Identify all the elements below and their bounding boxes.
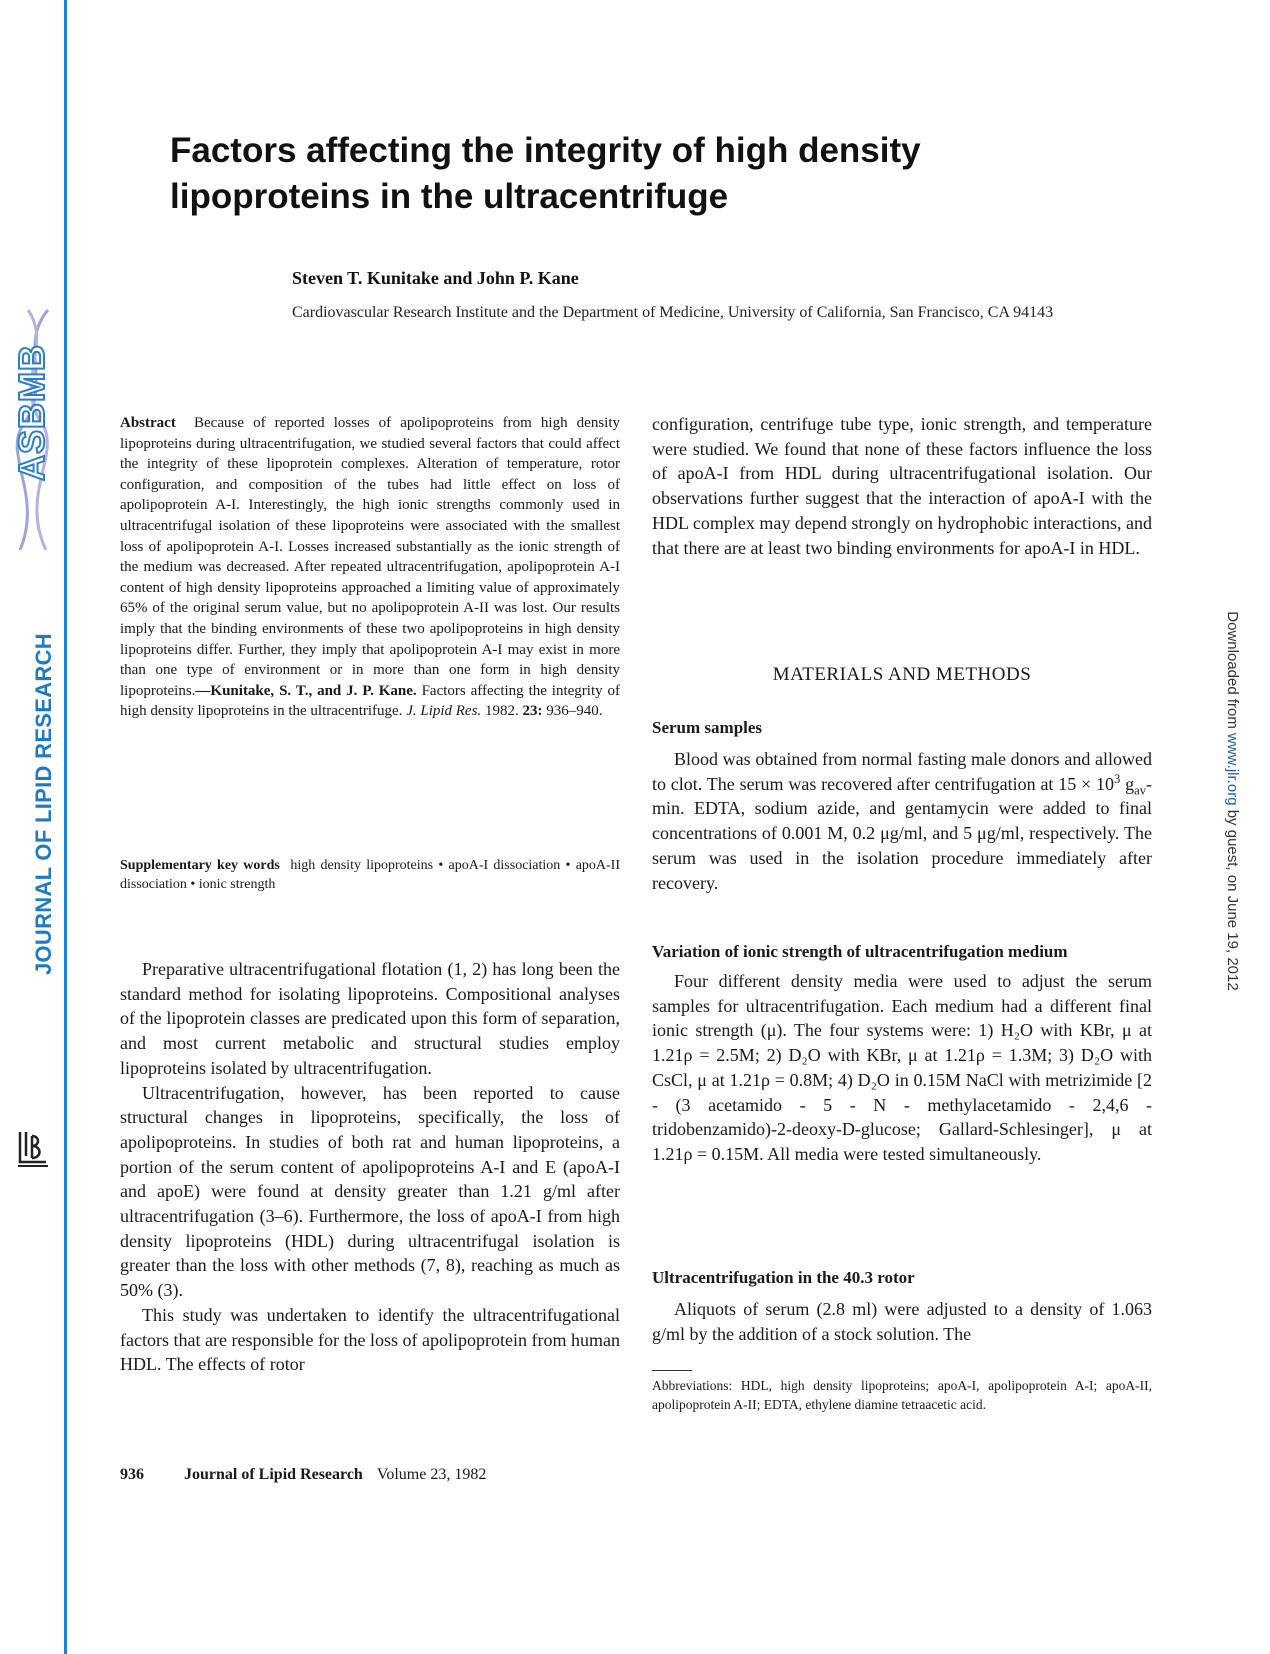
footnote-rule [652, 1370, 692, 1371]
jlr-website-link[interactable]: www.jlr.org [1224, 733, 1241, 806]
download-note: Downloaded from www.jlr.org by guest, on June 19, 2012 [1224, 611, 1241, 991]
abstract: Abstract Because of reported losses of apolipoproteins from high density lipoproteins during ultracentrifugation, we studied several factors that could affect the integrity of these lipoprotein complexes. Alteration of temperature, rotor configuration, and composition of the tubes had little effect on loss of apolipoprotein A-I. Interestingly, the high ionic strengths commonly used in ultracentrifugal isolation of these lipoproteins were associated with the smallest loss of apolipoprotein A-I. Losses increased substantially as the ionic strength of the medium was decreased. After repeated ultracentrifugation, apolipoprotein A-I content of high density lipoproteins approached a limiting value of approximately 65% of the original serum value, but no apolipoprotein A-II was lost. Our results imply that the binding environments of these two apolipoproteins in high density lipoproteins differ. Further, they imply that apolipoprotein A-I may exist in more than one type of environment or in more than one form in high density lipoproteins.—Kunitake, S. T., and J. P. Kane. Factors affecting the integrity of high density lipoproteins in the ultracentrifuge. J. Lipid Res. 1982. 23: 936–940. [120, 415, 621, 720]
intro-right-column [652, 412, 1152, 560]
serum-samples-section [652, 716, 1152, 895]
abbreviations-footnote: Abbreviations: HDL, high density lipoproteins; apoA-I, apolipoprotein A-I; apoA-II, apolipoprotein A-II; EDTA, ethylene diamine tetraacetic acid. [652, 1378, 1152, 1412]
serum-samples-heading: Serum samples [652, 718, 763, 737]
footer-journal: Journal of Lipid Research [184, 1466, 363, 1483]
intro-paragraph-2: Ultracentrifugation, however, has been reported to cause structural changes in lipoproteins, specifically, the loss of apolipoproteins. In studies of both rat and human lipoproteins, a portion of the serum content of apolipoproteins A-I and E (apoA-I and apoE) were found at density greater than 1.21 g/ml after ultracentrifugation (3–6). Furthermore, the loss of apoA-I from high density lipoproteins (HDL) during ultracentrifugal isolation is greater than the loss with other methods (7, 8), reaching as much as 50% (3). [120, 1082, 620, 1301]
serum-samples-text: Blood was obtained from normal fasting male donors and allowed to clot. The serum was recovered after centrifugation at $15 \times 10^3$ $g_{av}-\min$. EDTA, sodium azide, and gentamycin were added to final concentrations of 0.001 M, 0.2 μg/ml, and 5 μg/ml, respectively. The serum was used in the isolation procedure immediately after recovery. [652, 749, 1152, 893]
rotor-heading: Ultracentrifugation in the 40.3 rotor [652, 1268, 915, 1287]
ionic-strength-section [652, 940, 1152, 1167]
journal-name-vertical: JOURNAL OF LIPID RESEARCH [31, 633, 56, 976]
article-affiliation: Cardiovascular Research Institute and the Department of Medicine, University of California, San Francisco, CA 94143 [292, 304, 1054, 321]
intro-paragraph-1: Preparative ultracentrifugational flotation (1, 2) has long been the standard method for isolating lipoproteins. Compositional analyses of the lipoprotein classes are predicated upon this form of separation, and most current metabolic and structural studies employ lipoproteins isolated by ultracentrifugation. [120, 959, 620, 1078]
ionic-strength-heading: Variation of ionic strength of ultracentrifugation medium [652, 942, 1068, 961]
rotor-text: Aliquots of serum (2.8 ml) were adjusted to a density of 1.063 g/ml by the addition of a stock solution. The [652, 1299, 1152, 1344]
asbmb-logo: ASBMB [11, 344, 52, 481]
article-title: Factors affecting the integrity of high density lipoproteins in the ultracentrifuge [170, 131, 921, 216]
footer-volume: Volume 23, 1982 [376, 1466, 487, 1483]
rotor-section [652, 1266, 1152, 1346]
methods-heading: MATERIALS AND METHODS [772, 664, 1032, 685]
abstract-citation-authors: —Kunitake, S. T., and J. P. Kane. [195, 682, 417, 699]
keywords [120, 856, 620, 894]
keywords-label: Supplementary key words [120, 858, 280, 873]
article-authors: Steven T. Kunitake and John P. Kane [292, 268, 579, 288]
intro-paragraph-3-continued: configuration, centrifuge tube type, ionic strength, and temperature were studied. We found that none of these factors influence the loss of apoA-I from HDL during ultracentrifugational isolation. Our observations further suggest that the interaction of apoA-I with the HDL complex may depend strongly on hydrophobic interactions, and that there are at least two binding environments for apoA-I in HDL. [652, 414, 1152, 558]
abstract-text: Because of reported losses of apolipoproteins from high density lipoproteins during ultracentrifugation, we studied several factors that could affect the integrity of these lipoprotein complexes. Alteration of temperature, rotor configuration, and composition of the tubes had little effect on loss of apolipoprotein A-I. Interestingly, the high ionic strengths commonly used in ultracentrifugal isolation of these lipoproteins were associated with the smallest loss of apolipoprotein A-I. Losses increased substantially as the ionic strength of the medium was decreased. After repeated ultracentrifugation, apolipoprotein A-I content of high density lipoproteins approached a limiting value of approximately 65% of the original serum value, but no apolipoprotein A-II was lost. Our results imply that the binding environments of these two apolipoproteins in high density lipoproteins differ. Further, they imply that apolipoprotein A-I may exist in more than one type of environment or in more than one form in high density lipoproteins. [120, 415, 621, 699]
keywords-text: high density lipoproteins • apoA-I dissociation • apoA-II dissociation • ionic strength [120, 858, 621, 892]
abstract-label: Abstract [120, 415, 176, 431]
intro-paragraph-3: This study was undertaken to identify the ultracentrifugational factors that are responsible for the loss of apolipoprotein from human HDL. The effects of rotor [120, 1304, 620, 1375]
intro-left-column [120, 957, 620, 1377]
journal-sidebar [0, 0, 67, 1654]
page-number: 936 [120, 1466, 144, 1483]
ionic-strength-text: Four different density media were used to adjust the serum samples for ultracentrifugation. Each medium had a different final ionic strength (μ). The four systems were: 1) H₂O with KBr, μ at 1.21ρ = 2.5M; 2) D₂O with KBr, μ at 1.21ρ = 1.3M; 3) D₂O with CsCl, μ at 1.21ρ = 0.8M; 4) D₂O in 0.15M NaCl with metrizimide [2 - (3 acetamido - 5 - N - methylacetamido - 2,4,6 - tridobenzamido)-2-deoxy-D-glucose; Gallard-Schlesinger], μ at 1.21ρ = 0.15M. All media were tested simultaneously. [652, 971, 1152, 1164]
jlr-logo-icon [16, 1128, 50, 1168]
page-footer [120, 1466, 486, 1484]
